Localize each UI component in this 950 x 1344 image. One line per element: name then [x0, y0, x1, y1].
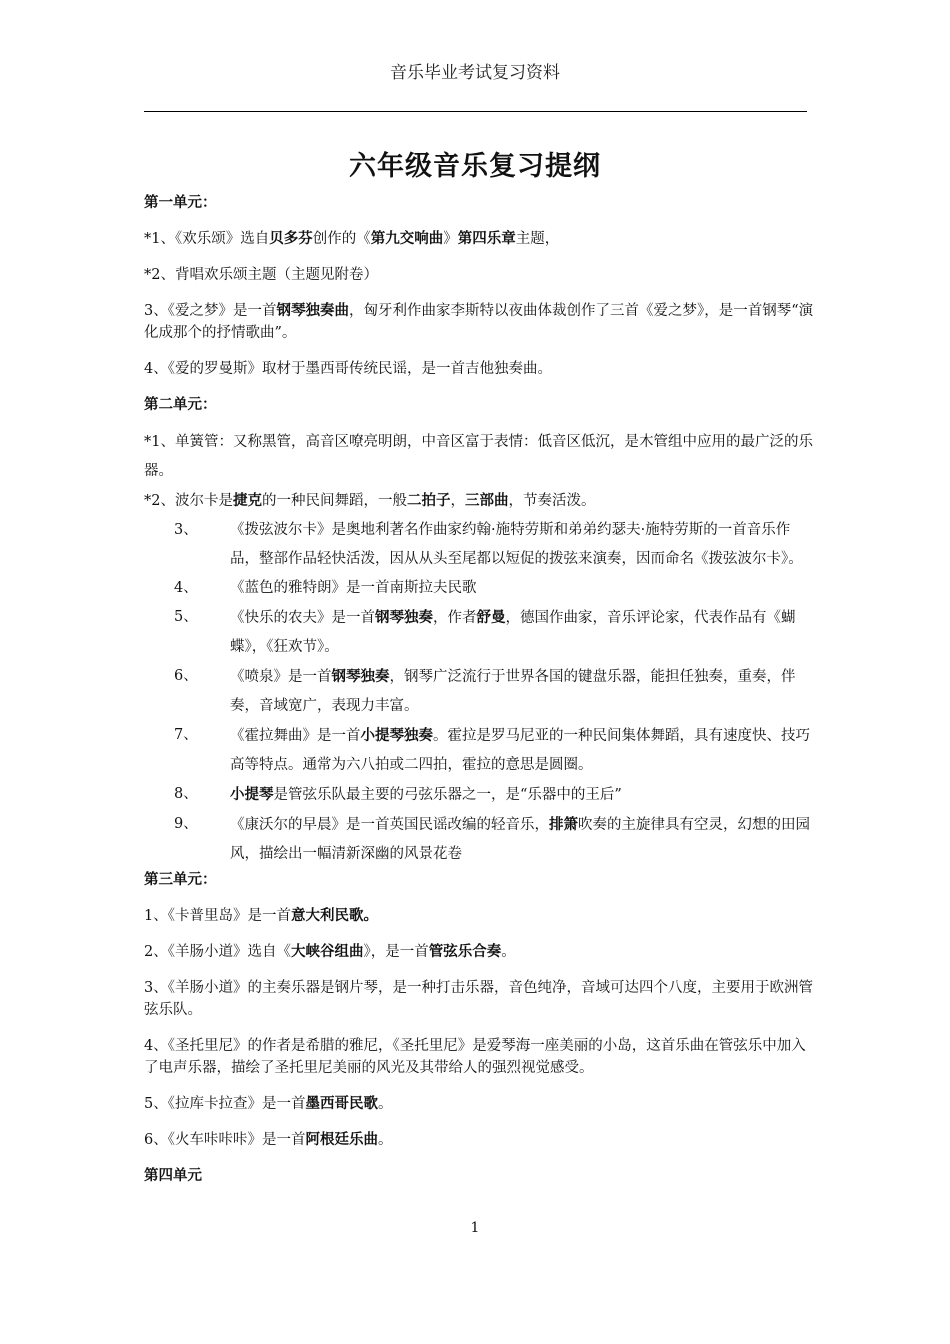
- page-number: 1: [470, 1220, 480, 1236]
- unit2-item-6: 6、 《喷泉》是一首钢琴独奏，钢琴广泛流行于世界各国的键盘乐器，能担任独奏，重奏，伴奏，音域宽广，表现力丰富。: [174, 668, 796, 714]
- unit3-item-4: 4、《圣托里尼》的作者是希腊的雅尼，《圣托里尼》是爱琴海一座美丽的小岛，这首乐曲在管弦乐中加入了电声乐器，描绘了圣托里尼美丽的风光及其带给人的强烈视觉感受。: [144, 1038, 806, 1076]
- unit2-heading: 第二单元：: [144, 396, 217, 413]
- unit2-item-2: *2、波尔卡是捷克的一种民间舞蹈，一般二拍子，三部曲，节奏活泼。: [144, 492, 596, 509]
- unit1-item-2: *2、背唱欢乐颂主题（主题见附卷）: [144, 267, 378, 283]
- unit2-item-1: *1、单簧管：又称黑管，高音区嘹亮明朗，中音区富于表情：低音区低沉，是木管组中应用的最广泛的乐器。: [144, 434, 813, 479]
- unit1-item-1: *1、《欢乐颂》选自贝多芬创作的《第九交响曲》第四乐章主题，: [144, 230, 560, 247]
- unit3-item-3: 3、《羊肠小道》的主奏乐器是钢片琴，是一种打击乐器，音色纯净，音域可达四个八度，主要用于欧洲管弦乐队。: [144, 980, 813, 1018]
- unit2-item-4: 4、 《蓝色的雅特朗》是一首南斯拉夫民歌: [174, 580, 477, 596]
- unit2-numbered-list: [144, 516, 816, 869]
- unit3-item-6: 6、《火车咔咔咔》是一首阿根廷乐曲。: [144, 1131, 393, 1148]
- unit2-item-3: 3、 《拨弦波尔卡》是奥地利著名作曲家约翰·施特劳斯和弟弟约瑟夫·施特劳斯的一首音乐作品，整部作品轻快活泼，因从从头至尾都以短促的拨弦来演奏，因而命名《拨弦波尔卡》。: [174, 522, 803, 567]
- unit3-item-1: 1、《卡普里岛》是一首意大利民歌。: [144, 907, 378, 924]
- unit3-item-2: 2、《羊肠小道》选自《大峡谷组曲》，是一首管弦乐合奏。: [144, 943, 516, 960]
- unit2-item-7: 7、 《霍拉舞曲》是一首小提琴独奏。霍拉是罗马尼亚的一种民间集体舞蹈，具有速度快、技巧高等特点。通常为六八拍或二四拍，霍拉的意思是圆圈。: [174, 727, 810, 773]
- document-title: 六年级音乐复习提纲: [349, 151, 601, 182]
- unit4-heading: 第四单元: [144, 1167, 202, 1184]
- unit1-heading: 第一单元：: [144, 194, 217, 211]
- unit1-item-4: 4、《爱的罗曼斯》取材于墨西哥传统民谣，是一首吉他独奏曲。: [144, 361, 552, 377]
- header-rule: [144, 111, 807, 112]
- unit2-item-9: 9、 《康沃尔的早晨》是一首英国民谣改编的轻音乐，排箫吹奏的主旋律具有空灵，幻想的田园风，描绘出一幅清新深幽的风景花卷: [174, 816, 810, 862]
- unit2-item-5: 5、 《快乐的农夫》是一首钢琴独奏，作者舒曼，德国作曲家，音乐评论家，代表作品有《蝴蝶》，《狂欢节》。: [174, 609, 796, 655]
- running-header: 音乐毕业考试复习资料: [390, 63, 560, 83]
- unit1-item-3: 3、《爱之梦》是一首钢琴独奏曲，匈牙利作曲家李斯特以夜曲体裁创作了三首《爱之梦》，是一首钢琴“演化成那个的抒情歌曲”。: [144, 302, 814, 341]
- unit2-item-8: 8、 小提琴是管弦乐队最主要的弓弦乐器之一，是“乐器中的王后”: [174, 786, 622, 803]
- unit3-item-5: 5、《拉库卡拉查》是一首墨西哥民歌。: [144, 1095, 393, 1112]
- unit3-heading: 第三单元：: [144, 871, 217, 888]
- document-body: [144, 192, 816, 1187]
